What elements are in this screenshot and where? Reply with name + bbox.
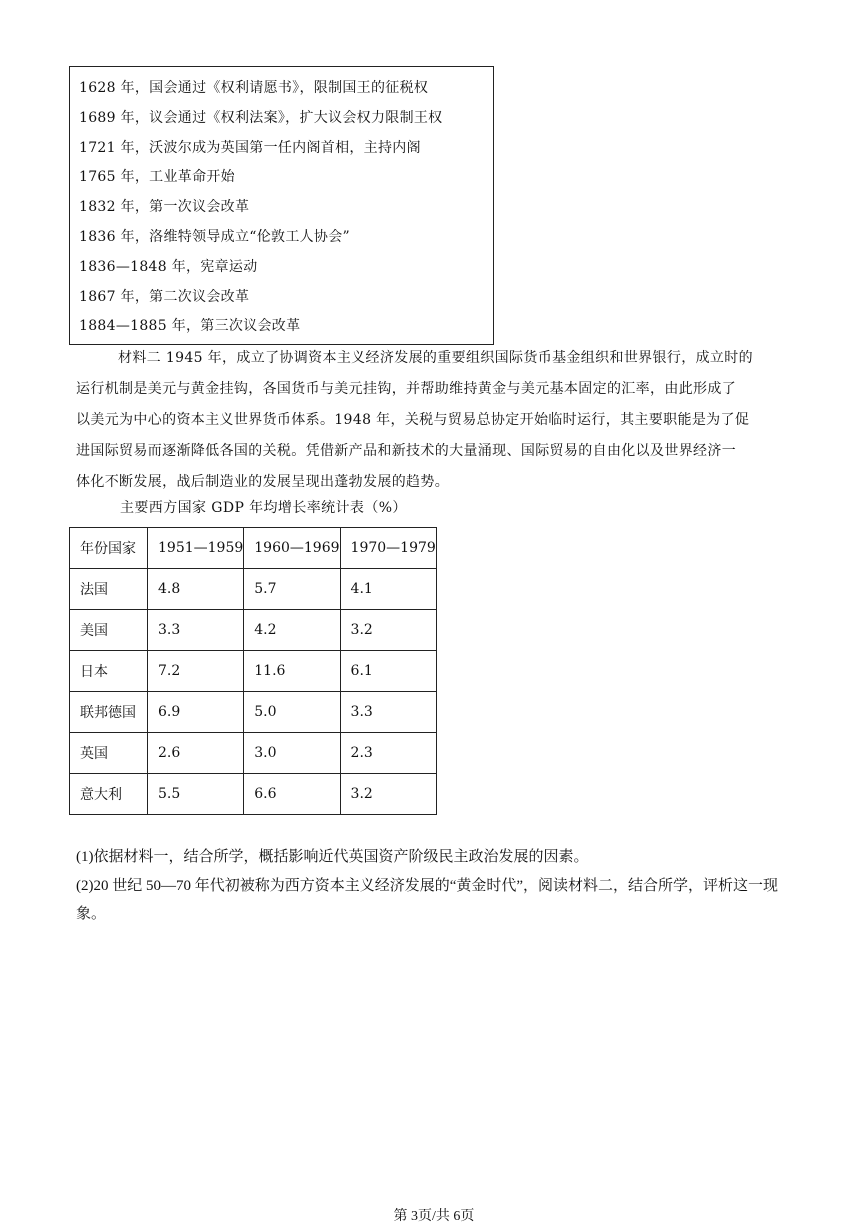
value-cell: 3.2	[340, 610, 436, 651]
timeline-entry: 1836—1848 年，宪章运动	[79, 258, 258, 275]
question-one: (1)依据材料一，结合所学，概括影响近代英国资产阶级民主政治发展的因素。	[76, 849, 589, 865]
country-cell: 英国	[70, 733, 148, 774]
table-header-cell: 1970—1979	[340, 528, 436, 569]
value-cell: 3.0	[244, 733, 340, 774]
table-caption: 主要西方国家 GDP 年均增长率统计表（%）	[120, 500, 407, 516]
value-cell: 3.2	[340, 774, 436, 815]
country-cell: 美国	[70, 610, 148, 651]
material-two-line: 进国际贸易而逐渐降低各国的关税。凭借新产品和新技术的大量涌现、国际贸易的自由化以及世界经济一	[76, 443, 737, 459]
question-two-line: (2)20 世纪 50—70 年代初被称为西方资本主义经济发展的“黄金时代”，阅读材料二，结合所学，评析这一现	[76, 878, 779, 894]
material-two-line: 以美元为中心的资本主义世界货币体系。1948 年，关税与贸易总协定开始临时运行，其主要职能是为了促	[76, 412, 750, 428]
table-row	[70, 651, 437, 692]
table-header-cell: 年份国家	[70, 528, 148, 569]
value-cell: 4.8	[148, 569, 244, 610]
table-row	[70, 774, 437, 815]
question-two	[76, 872, 801, 928]
value-cell: 3.3	[148, 610, 244, 651]
country-cell: 联邦德国	[70, 692, 148, 733]
material-two-line: 材料二 1945 年，成立了协调资本主义经济发展的重要组织国际货币基金组织和世界银行，成立时的	[118, 350, 753, 366]
timeline-entry: 1721 年，沃波尔成为英国第一任内阁首相，主持内阁	[79, 139, 421, 156]
timeline-entry: 1765 年，工业革命开始	[79, 169, 235, 186]
table-row	[70, 733, 437, 774]
value-cell: 2.6	[148, 733, 244, 774]
timeline-entry: 1836 年，洛维特领导成立“伦敦工人协会”	[79, 228, 350, 245]
value-cell: 5.5	[148, 774, 244, 815]
timeline-entry: 1628 年，国会通过《权利请愿书》，限制国王的征税权	[79, 80, 429, 96]
table-header-cell: 1960—1969	[244, 528, 340, 569]
value-cell: 11.6	[244, 651, 340, 692]
value-cell: 2.3	[340, 733, 436, 774]
country-cell: 日本	[70, 651, 148, 692]
timeline-entry: 1867 年，第二次议会改革	[79, 288, 250, 305]
timeline-entry: 1689 年，议会通过《权利法案》，扩大议会权力限制王权	[79, 109, 443, 126]
material-two-paragraph	[76, 343, 796, 498]
value-cell: 5.0	[244, 692, 340, 733]
table-header-cell: 1951—1959	[148, 528, 244, 569]
value-cell: 6.1	[340, 651, 436, 692]
value-cell: 4.2	[244, 610, 340, 651]
value-cell: 4.1	[340, 569, 436, 610]
timeline-entry: 1832 年，第一次议会改革	[79, 199, 250, 216]
country-cell: 法国	[70, 569, 148, 610]
value-cell: 6.6	[244, 774, 340, 815]
timeline-entry: 1884—1885 年，第三次议会改革	[79, 318, 301, 335]
value-cell: 7.2	[148, 651, 244, 692]
material-two-line: 运行机制是美元与黄金挂钩，各国货币与美元挂钩，并帮助维持黄金与美元基本固定的汇率，由此形成了	[76, 381, 737, 397]
value-cell: 6.9	[148, 692, 244, 733]
timeline-box	[69, 66, 494, 345]
table-header-row	[70, 528, 437, 569]
question-two-line: 象。	[76, 906, 107, 922]
value-cell: 5.7	[244, 569, 340, 610]
table-row	[70, 610, 437, 651]
gdp-growth-table	[69, 527, 437, 815]
table-row	[70, 692, 437, 733]
country-cell: 意大利	[70, 774, 148, 815]
table-row	[70, 569, 437, 610]
value-cell: 3.3	[340, 692, 436, 733]
page-footer: 第 3页/共 6页	[393, 1209, 475, 1224]
material-two-line: 体化不断发展，战后制造业的发展呈现出蓬勃发展的趋势。	[76, 474, 450, 490]
